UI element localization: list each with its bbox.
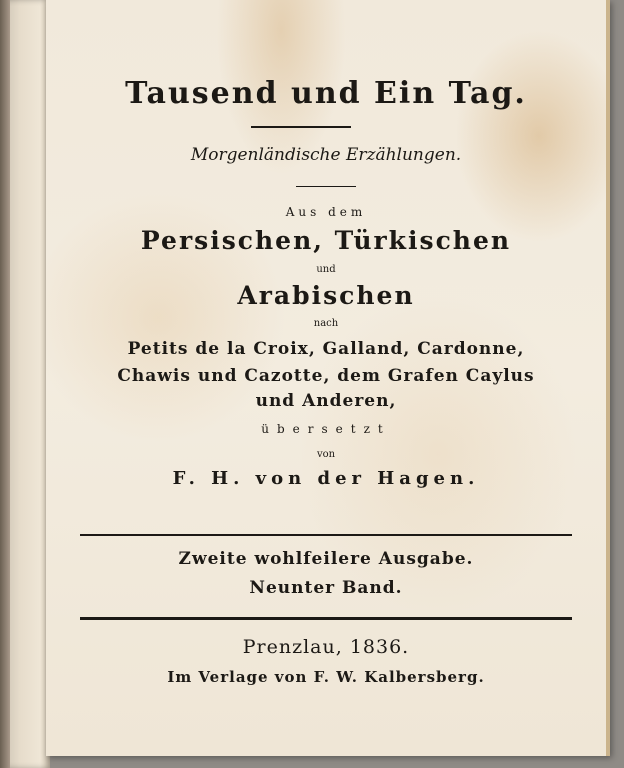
after-line: nach <box>313 318 339 329</box>
title-rule <box>251 126 351 128</box>
edition-line: Zweite wohlfeilere Ausgabe. <box>178 549 474 569</box>
edition-bottom-rule <box>80 617 572 620</box>
publisher-line: Im Verlage von F. W. Kalbersberg. <box>167 668 485 686</box>
languages-line-1: Persischen, Türkischen <box>140 226 512 255</box>
binding-edge <box>0 0 10 768</box>
languages-line-2: Arabischen <box>237 281 415 310</box>
book-subtitle: Morgenländische Erzählungen. <box>190 145 462 165</box>
place-year: Prenzlau, 1836. <box>242 636 410 658</box>
edition-top-rule <box>80 534 572 536</box>
book-spine-edge <box>0 0 50 768</box>
sources-line-2: Chawis und Cazotte, dem Grafen Caylus <box>117 366 535 386</box>
translated-line: übersetzt <box>261 422 391 436</box>
book-title: Tausend und Ein Tag. <box>125 76 527 111</box>
subtitle-rule <box>296 186 356 187</box>
sources-line-1: Petits de la Croix, Galland, Cardonne, <box>127 339 525 359</box>
title-page <box>46 0 610 756</box>
and-line: und <box>316 264 336 275</box>
title-page-content <box>46 0 606 756</box>
by-line: von <box>316 449 336 460</box>
volume-line: Neunter Band. <box>249 578 403 598</box>
translator-name: F. H. von der Hagen. <box>172 468 480 489</box>
sources-line-3: und Anderen, <box>255 391 397 411</box>
from-line: Aus dem <box>285 205 367 219</box>
